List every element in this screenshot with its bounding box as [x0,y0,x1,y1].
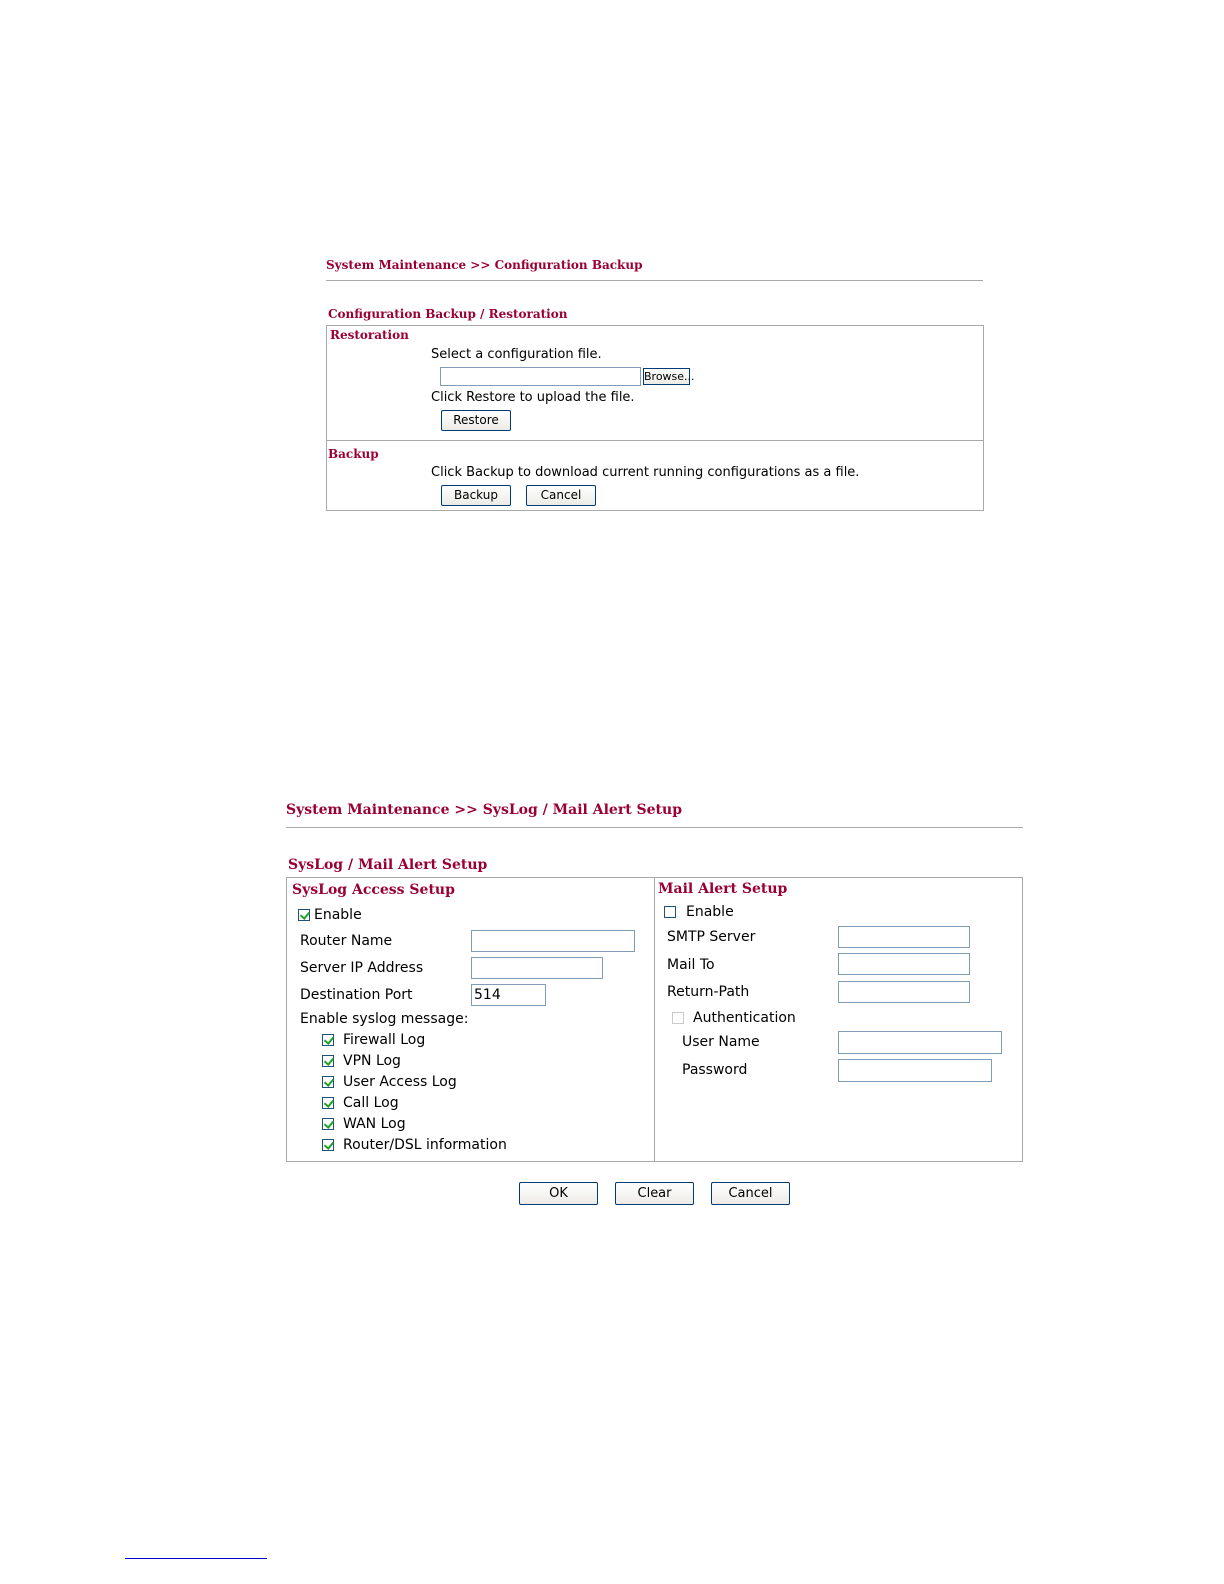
vpn-log-checkbox[interactable] [322,1055,334,1067]
router-dsl-info-label: Router/DSL information [343,1137,507,1153]
smtp-server-label: SMTP Server [667,929,756,945]
mail-to-label: Mail To [667,957,715,973]
syslog-enable-checkbox[interactable] [298,909,310,921]
backup-label: Backup [328,447,379,461]
mail-enable-label: Enable [686,904,734,920]
call-log-label: Call Log [343,1095,399,1111]
user-name-label: User Name [682,1034,760,1050]
user-name-input[interactable] [838,1031,1002,1054]
user-access-log-checkbox[interactable] [322,1076,334,1088]
file-path-input[interactable] [440,367,641,386]
backup-button[interactable]: Backup [441,485,511,506]
user-access-log-label: User Access Log [343,1074,457,1090]
syslog-enable-label: Enable [314,907,362,923]
authentication-label: Authentication [693,1010,796,1026]
firewall-log-checkbox[interactable] [322,1034,334,1046]
select-file-text: Select a configuration file. [431,347,602,362]
breadcrumb: System Maintenance >> SysLog / Mail Alert Setup [286,802,682,818]
vpn-log-label: VPN Log [343,1053,401,1069]
column-divider [654,878,655,1161]
cancel-button[interactable]: Cancel [711,1182,790,1205]
syslog-messages-label: Enable syslog message: [300,1011,469,1027]
clear-button[interactable]: Clear [615,1182,694,1205]
router-dsl-info-checkbox[interactable] [322,1139,334,1151]
destination-port-label: Destination Port [300,987,413,1003]
server-ip-input[interactable] [471,957,603,979]
return-path-input[interactable] [838,981,970,1003]
footer-rule [125,1558,267,1559]
restoration-label: Restoration [330,328,409,342]
wan-log-checkbox[interactable] [322,1118,334,1130]
mail-to-input[interactable] [838,953,970,975]
mail-alert-title: Mail Alert Setup [658,881,788,897]
return-path-label: Return-Path [667,984,750,1000]
restore-hint-text: Click Restore to upload the file. [431,390,635,405]
call-log-checkbox[interactable] [322,1097,334,1109]
mail-enable-checkbox[interactable] [664,906,676,918]
smtp-server-input[interactable] [838,926,970,948]
server-ip-label: Server IP Address [300,960,424,976]
authentication-checkbox[interactable] [672,1012,684,1024]
ok-button[interactable]: OK [519,1182,598,1205]
browse-button[interactable]: Browse... [644,370,695,383]
backup-hint-text: Click Backup to download current running configurations as a file. [431,465,860,480]
password-input[interactable] [838,1059,992,1082]
router-name-input[interactable] [471,930,635,952]
restore-button[interactable]: Restore [441,410,511,431]
destination-port-input[interactable] [471,984,546,1006]
divider [286,827,1023,828]
breadcrumb: System Maintenance >> Configuration Backup [326,258,643,272]
section-title: SysLog / Mail Alert Setup [288,857,488,873]
table-divider [327,440,983,441]
cancel-button[interactable]: Cancel [526,485,596,506]
wan-log-label: WAN Log [343,1116,406,1132]
backup-table [326,325,984,511]
divider [326,280,983,281]
section-title: Configuration Backup / Restoration [328,307,568,321]
router-name-label: Router Name [300,933,393,949]
password-label: Password [682,1062,748,1078]
syslog-access-title: SysLog Access Setup [292,882,455,898]
firewall-log-label: Firewall Log [343,1032,426,1048]
